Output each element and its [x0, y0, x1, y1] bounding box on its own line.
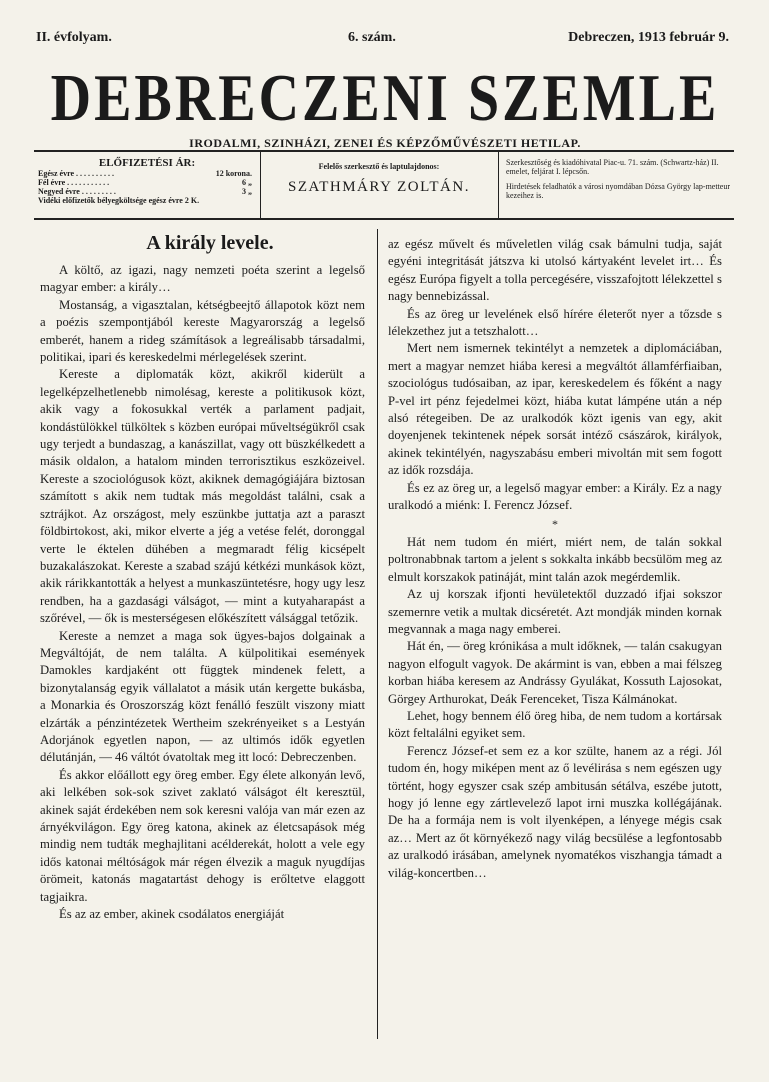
paragraph: Kereste a nemzet a maga sok ügyes-bajos dolgainak a Megváltóját, de nem találta. A külpolitikai események Damokles kardjaként ott függtek mindenek felett, a bizonytalanság egyik vállalatot a másik után kergette bukásba, a Monarkia és Oroszország közt fenálló feszült viszony miatt elzárták a pénzintézetek Wertheim szekrényeiket s a Lestyán Adorjánok egyetlen napon, — az ultimós idők egyetlen délutánján, — 46 váltót óvatoltak meg itt locó: Debreczenben. — [40, 628, 365, 765]
article-title: A király levele. — [146, 232, 274, 254]
place-date: Debreczen, 1913 február 9. — [568, 30, 729, 45]
paragraph: És az öreg ur levelének első hírére életerőt nyer a tőzsde s lélekzethez jut a tetszhalott… — [388, 306, 722, 339]
paragraph: Lehet, hogy bennem élő öreg hiba, de nem tudom a kortársak közt feltalálni egyiket sem. — [388, 708, 722, 741]
paragraph: És az az ember, akinek csodálatos energiáját — [59, 907, 285, 922]
office-address: Szerkesztőség és kiadóhivatal Piac-u. 71. szám. (Schwartz-ház) II. emelet, feljárat I. lépcsőn. — [506, 158, 719, 176]
column-divider — [377, 229, 378, 1039]
issue-number: 6. szám. — [348, 30, 396, 45]
section-separator: * — [552, 516, 558, 531]
article-column-right — [388, 236, 722, 882]
paragraph: A költő, az igazi, nagy nemzeti poéta szerint a legelső magyar ember: a király… — [40, 263, 365, 295]
paragraph: Hát nem tudom én miért, miért nem, de talán sokkal poltronabbnak tartom a jelent s sokkalta inkább becsülöm meg az elmult korszakok patináját, mint talán azok megérdemlik. — [388, 534, 722, 584]
price-row — [34, 169, 260, 178]
price-label: Fél évre . . . . . . . . . . . — [38, 178, 110, 187]
paragraph: Mostanság, a vigasztalan, kétségbeejtő állapotok közt nem a poézis szempontjából kereste Magyarország a legelső emberét, hanem a rideg számítások a legreálisabb társadalmi, politikai, ipari és kereskedelmi mérlegelések szerint. — [40, 297, 365, 365]
paragraph: Hát én, — öreg krónikása a mult időknek, — talán csakugyan nagyon elfogult vagyok. De akármint is van, ebben a mai félszeg korban hiába keresem az Andrássy Gyulákat, Kossuth Lajosokat, Görgey Arthurokat, Deák Ferenceket, Tisza Kálmánokat. — [388, 639, 722, 706]
paragraph: Mert nem ismernek tekintélyt a nemzetek a diplomáciában, mert a magyar nemzet hiába keresi a megváltót államférfiaiban, szociológus tudósaiban, az ipar, kereskedelem és főként a nagy P-vel irt pénz fejedelmei közt, hiába kutat lámpéne után a nép alsó rétegeiben. De az uralkodók közt igenis van egy, akit doyenjenek tekintenek népek sorsát intéző császárok, királyok, akinek tekintélyén, nagyszabásu emberi mivoltán mit sem fogott az idők rozsdája. — [388, 341, 722, 478]
paragraph: Az uj korszak ifjonti hevületektől duzzadó ifjai sokszor szemernre vetik a multak dicséretét. Azt mondják minden kornak megvannak a maga nagy emberei. — [388, 587, 722, 636]
info-bar — [34, 150, 734, 220]
editor-name: SZATHMÁRY ZOLTÁN. — [288, 179, 470, 195]
price-value: 12 korona. — [215, 169, 252, 178]
price-row — [34, 178, 260, 187]
editor-box — [260, 152, 499, 218]
price-label: Egész évre . . . . . . . . . . — [38, 169, 115, 178]
paragraph: És ez az öreg ur, a legelső magyar ember: a Király. Ez a nagy uralkodó a miénk: I. Ferencz József. — [388, 480, 722, 513]
paragraph: az egész művelt és műveletlen világ csak bámulni tudja, saját egyéni integritását játszva ki utolsó kártyaként levelet irt… És egész Európa figyelt a tolla percegésére, visszafojtott lélekzettel s nagy bennebizással. — [388, 237, 722, 304]
issue-line — [36, 30, 729, 52]
paragraph: És akkor előállott egy öreg ember. Egy élete alkonyán levő, aki lelkében sok-sok szivet zaklató válságot élt keresztül, akinek saját érdekében nem sok keresni valója van már ezen az árnyékvilágon. Egy öreg katona, akinek az életcsapások még mindig nem tudták meghajlitani acélderekát, holott a vele egy idős katonai méltóságok már régen élvezik a maguk nyugdíjas örömeit, katonás magatartást dehogy is erőltetve elaggott tagjaikra. — [40, 767, 365, 904]
price-value: 3 „ — [242, 187, 252, 196]
paragraph: Ferencz József-et sem ez a kor szülte, hanem az a régi. Jól tudom én, hogy miképen ment az ő levélirása s nem egészen ugy történt, hogy egyszer csak szép ambitusán sétálva, eszébe jutott, hogy jó lenne egy zártlevelező lapot irni muszka kollégájának. De ha a formája nem is volt ilyenképen, a lényege mégis csak az… Mert az őt környékező nagy világ becsülése a legfontosabb az uralkodó irásában, amelynek nyomatékos viszhangja támadt a világ-koncertben… — [388, 743, 722, 880]
subscription-note: Vidéki előfizetők bélyegköltsége egész évre 2 K. — [38, 196, 200, 205]
editor-label: Felelős szerkesztő és laptulajdonos: — [318, 162, 440, 171]
advert-note: Hirdetések feladhatók a városi nyomdában Dózsa György lap-metteur kezeihez is. — [506, 182, 730, 200]
paragraph: Kereste a diplomaták közt, akikről kiderült a legelképzelhetlenebb nimolésag, kereste a politikusok közt, akik vagy a fokosukkal verték a parlament padjait, kondástülökkel tülköltek s közben európai műveltségükről csak ugy terjedt a bundaszag, a kanászillat, vagy ott büszkélkedett a másik oldalon, a hatalom minden terrorisztikus eszközeivel. Kereste a szociológusok közt, akiknek demagógiájára biztosan számított s akik nem tudtak más megoldást találni, csak a sztrájkot. Az országost, mely eszünkbe juttatja azt a paraszt földbirtokost, aki, mikor elverte a jég a vetése felét, doronggal verte le éktelen dühében a megmaradt félig kicsépelt buzakalászokat. Kereste a szabad szájú kétkézi munkások közt, akik rárikkantották a helyest a munkaszüntetésre, hogy ugy lesz rendben, ha a gazdasági válságot, — mint a kutyaharapást a szőrével, — ők is mesterségesen előkészített válsággal tetőzik. — [40, 367, 365, 626]
price-value: 6 „ — [242, 178, 252, 187]
subscription-heading: ELŐFIZETÉSI ÁR: — [98, 157, 196, 169]
office-box — [498, 152, 734, 218]
article-column-left — [40, 262, 365, 923]
price-row — [34, 187, 260, 196]
subscription-box — [34, 152, 261, 218]
price-label: Negyed évre . . . . . . . . . — [38, 187, 116, 196]
masthead-subtitle: IRODALMI, SZINHÁZI, ZENEI ÉS KÉPZŐMŰVÉSZETI HETILAP. — [189, 136, 581, 150]
masthead-title: DEBRECZENI SZEMLE — [50, 61, 720, 136]
volume-label: II. évfolyam. — [36, 30, 112, 45]
